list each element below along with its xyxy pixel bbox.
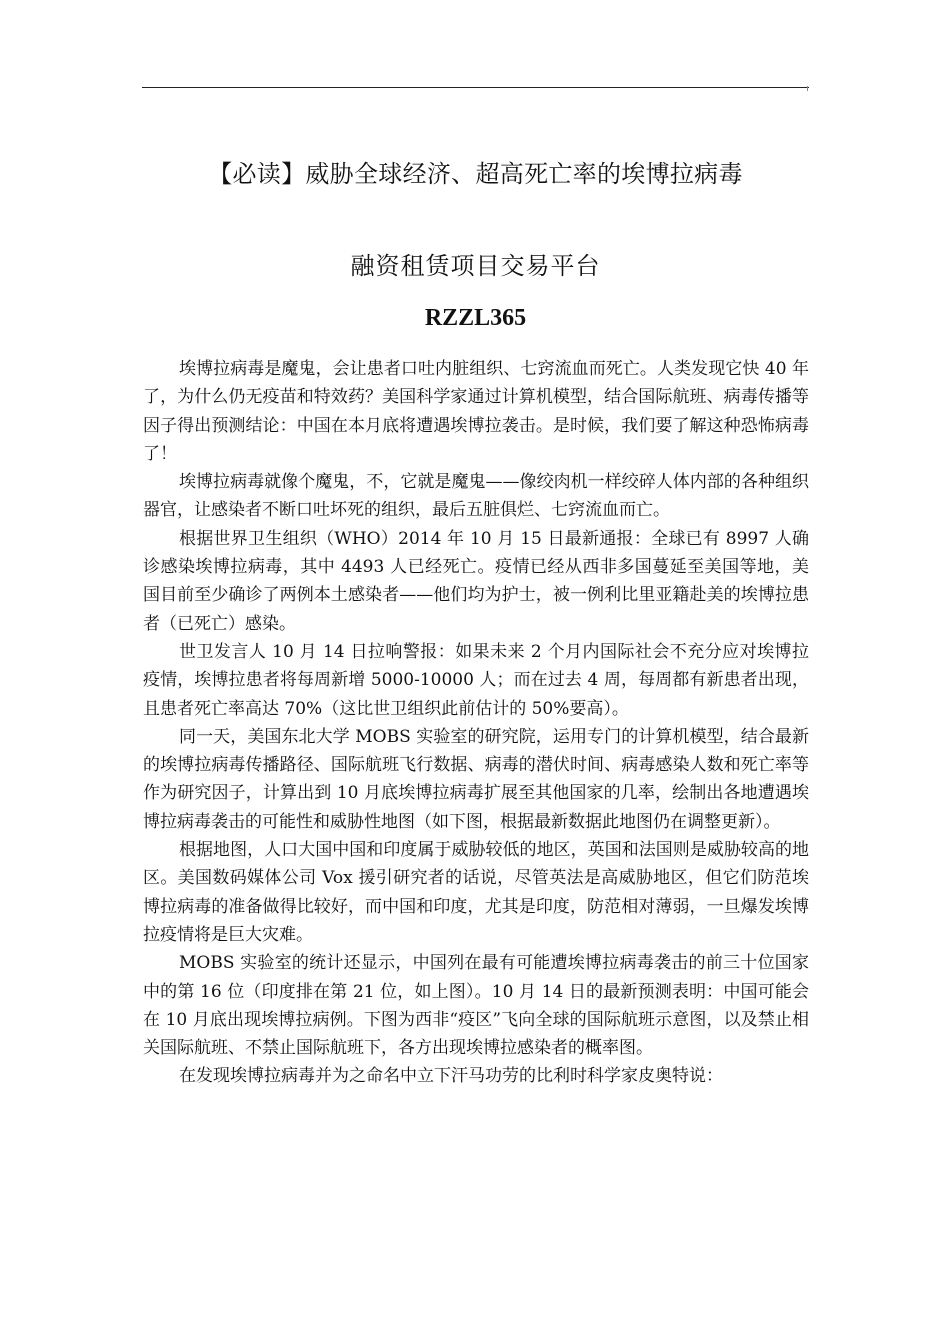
document-body — [143, 355, 809, 1091]
document-code: RZZL365 — [424, 305, 527, 331]
paragraph: 埃博拉病毒就像个魔鬼，不，它就是魔鬼——像绞肉机一样绞碎人体内部的各种组织器官，让感染者不断口吐坏死的组织，最后五脏俱烂、七窍流血而亡。 — [143, 472, 809, 521]
paragraph: 根据世界卫生组织（WHO）2014 年 10 月 15 日最新通报：全球已有 8997 人确诊感染埃博拉病毒，其中 4493 人已经死亡。疫情已经从西非多国蔓延至美国等地，美国目前至少确诊了两例本土感染者——他们均为护士，被一例利比里亚籍赴美的埃博拉患者（已死亡）感染。 — [143, 528, 809, 634]
document-title: 【必读】威胁全球经济、超高死亡率的埃博拉病毒 — [208, 160, 743, 188]
header-rule — [142, 87, 809, 88]
document-subtitle: 融资租赁项目交易平台 — [350, 252, 601, 280]
paragraph: 在发现埃博拉病毒并为之命名中立下汗马功劳的比利时科学家皮奥特说： — [179, 1066, 723, 1087]
paragraph: 世卫发言人 10 月 14 日拉响警报：如果未来 2 个月内国际社会不充分应对埃博拉疫情，埃博拉患者将每周新增 5000-10000 人；而在过去 4 周，每周都有新患者出现，且患者死亡率高达 70%（这比世卫组织此前估计的 50%要高）。 — [143, 641, 809, 719]
paragraph: 同一天，美国东北大学 MOBS 实验室的研究院，运用专门的计算机模型，结合最新的埃博拉病毒传播路径、国际航班飞行数据、病毒的潜伏时间、病毒感染人数和死亡率等作为研究因子，计算出到 10 月底埃博拉病毒扩展至其他国家的几率，绘制出各地遭遇埃博拉病毒袭击的可能性和威胁性地图（如下图，根据最新数据此地图仍在调整更新）。 — [143, 726, 809, 832]
header-rule-mark — [807, 86, 808, 91]
paragraph: MOBS 实验室的统计还显示，中国列在最有可能遭埃博拉病毒袭击的前三十位国家中的第 16 位（印度排在第 21 位，如上图）。10 月 14 日的最新预测表明：中国可能会在 10 月底出现埃博拉病例。下图为西非“疫区”飞向全球的国际航班示意图，以及禁止相关国际航班、不禁止国际航班下，各方出现埃博拉感染者的概率图。 — [143, 953, 809, 1059]
paragraph: 根据地图，人口大国中国和印度属于威胁较低的地区，英国和法国则是威胁较高的地区。美国数码媒体公司 Vox 援引研究者的话说，尽管英法是高威胁地区，但它们防范埃博拉病毒的准备做得比较好，而中国和印度，尤其是印度，防范相对薄弱，一旦爆发埃博拉疫情将是巨大灾难。 — [143, 840, 809, 945]
paragraph: 埃博拉病毒是魔鬼，会让患者口吐内脏组织、七窍流血而死亡。人类发现它快 40 年了，为什么仍无疫苗和特效药？美国科学家通过计算机模型，结合国际航班、病毒传播等因子得出预测结论：中国在本月底将遭遇埃博拉袭击。是时候，我们要了解这种恐怖病毒了！ — [143, 359, 809, 464]
